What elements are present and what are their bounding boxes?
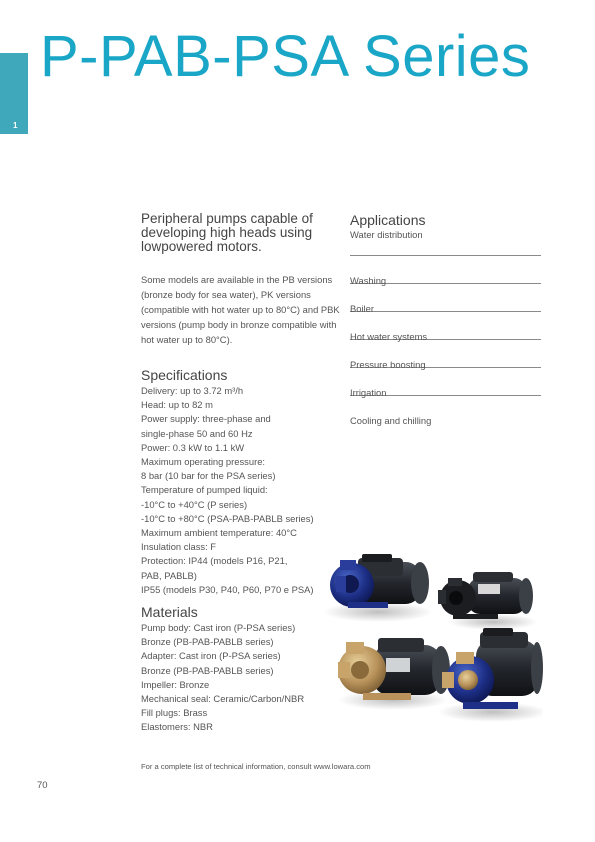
footer-note: For a complete list of technical information, consult www.lowara.com [141,762,371,771]
material-line: Bronze (PB-PAB-PABLB series) [141,664,274,676]
material-line: Bronze (PB-PAB-PABLB series) [141,636,274,648]
spec-line: Power: 0.3 kW to 1.1 kW [141,441,245,453]
spec-line: Power supply: three-phase and [141,413,271,425]
pump-blue-bronze-bottom [442,628,543,709]
application-item: Water distribution [350,229,423,240]
intro-body: Some models are available in the PB versions (bronze body for sea water), PK versions (compatible with hot water up to 80°C) and PBK versions (pump body in bronze compatible with hot water up to 80°C). [141,274,340,345]
application-item: Boiler [350,283,541,311]
application-item: Cooling and chilling [350,395,541,423]
spec-line: IP55 (models P30, P40, P60, P70 e PSA) [141,583,314,595]
spec-line: -10°C to +40°C (P series) [141,498,248,510]
materials-list [141,621,341,735]
spec-line: Head: up to 82 m [141,399,213,411]
intro-section [141,212,341,347]
application-item: Washing [350,255,541,283]
spec-line: single-phase 50 and 60 Hz [141,427,253,439]
material-line: Pump body: Cast iron (P-PSA series) [141,622,296,633]
spec-line: Maximum ambient temperature: 40°C [141,527,297,539]
page-title: P-PAB-PSA Series [40,24,531,89]
spec-line: PAB, PABLB) [141,569,197,581]
spec-line: Protection: IP44 (models P16, P21, [141,555,288,567]
application-item: Pressure boosting [350,339,541,367]
chapter-tab [0,53,28,134]
specifications-list [141,384,341,597]
pump-black-top [438,572,533,619]
spec-line: Insulation class: F [141,541,217,553]
material-line: Fill plugs: Brass [141,707,208,719]
material-line: Elastomers: NBR [141,721,213,733]
material-line: Adapter: Cast iron (P-PSA series) [141,650,281,662]
spec-line: -10°C to +80°C (PSA-PAB-PABLB series) [141,512,314,524]
pump-bronze-bottom [338,638,450,700]
spec-line: Delivery: up to 3.72 m³/h [141,385,244,396]
applications-list [350,228,541,426]
spec-line: Temperature of pumped liquid: [141,484,268,496]
materials-section [141,604,341,735]
application-item: Irrigation [350,367,541,395]
specifications-heading: Specifications [141,367,228,383]
applications-section [350,212,541,426]
application-item: Hot water systems [350,311,541,339]
spec-line: Maximum operating pressure: [141,456,266,468]
chapter-number: 1 [13,121,18,130]
material-line: Mechanical seal: Ceramic/Carbon/NBR [141,693,305,705]
pump-blue-top [330,554,429,608]
materials-heading: Materials [141,604,198,620]
specifications-section [141,367,341,597]
applications-heading: Applications [350,212,426,228]
intro-heading: Peripheral pumps capable of developing high heads using lowpowered motors. [141,211,313,254]
spec-line: 8 bar (10 bar for the PSA series) [141,470,276,482]
material-line: Impeller: Bronze [141,678,210,690]
pump-product-photo [318,540,543,722]
page-number: 70 [37,780,48,791]
